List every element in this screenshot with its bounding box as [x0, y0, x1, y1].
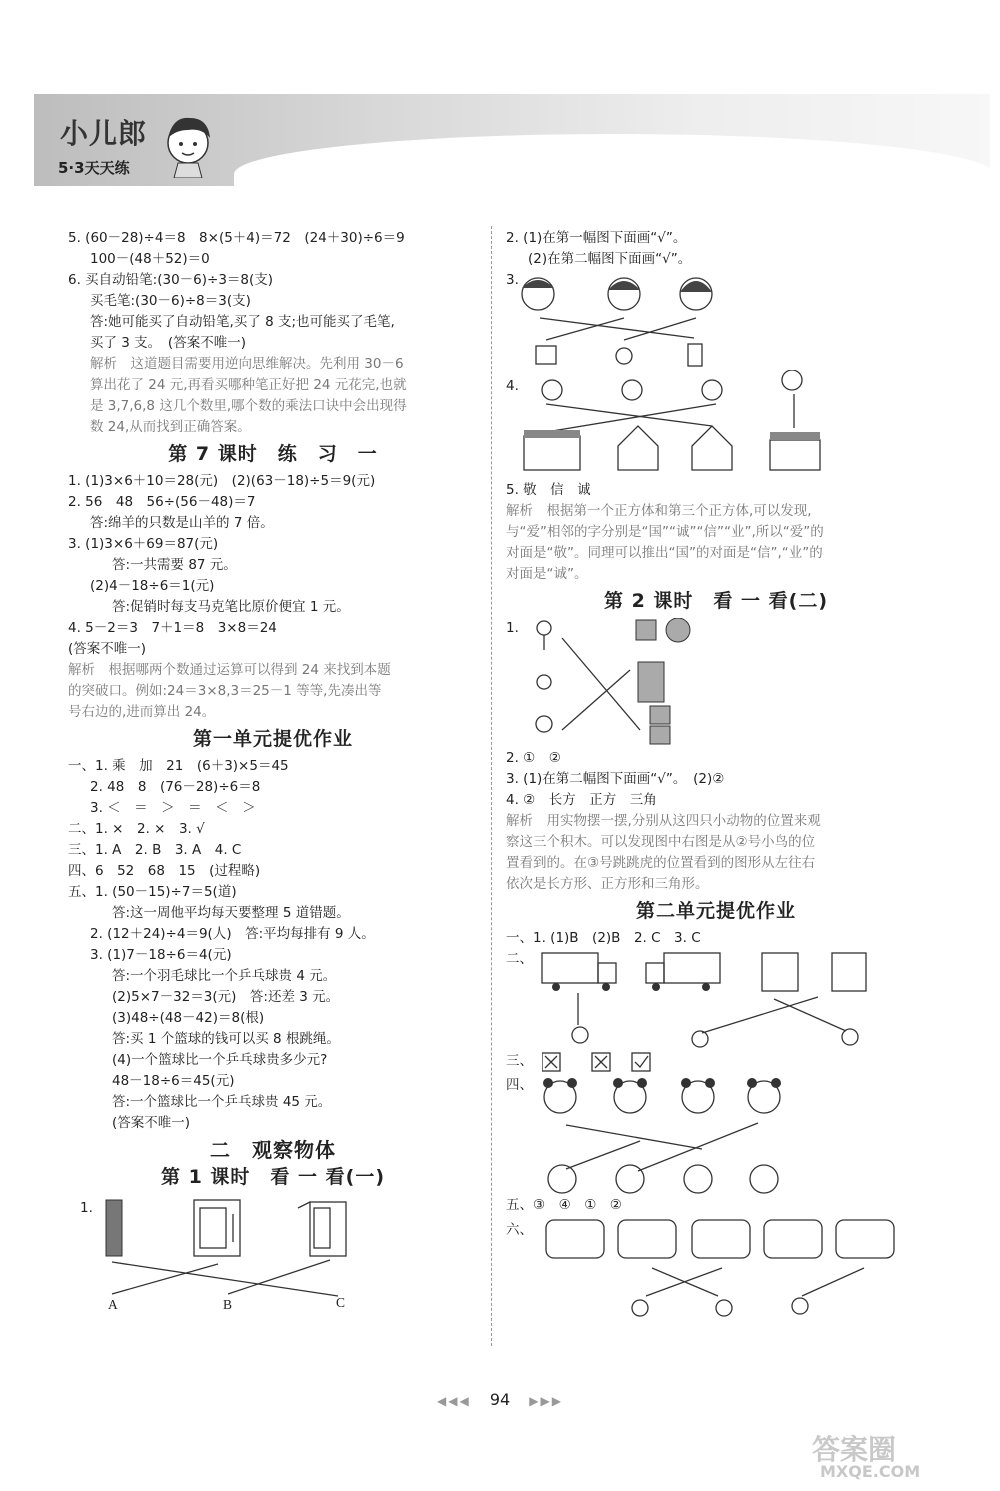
analysis-line: 号右边的,进而算出 24。 — [68, 704, 216, 720]
question-number: 1. — [506, 620, 519, 636]
figure-trucks — [506, 949, 926, 1049]
question-number: 二、 — [506, 951, 533, 967]
answer-line: 二、1. × 2. × 3. √ — [68, 821, 205, 837]
answer-line: 买毛笔:(30－6)÷8＝3(支) — [90, 293, 251, 309]
right-column — [506, 228, 926, 1326]
section-heading: 第 1 课时 看 一 看(一) — [160, 1166, 386, 1188]
answer-line: 答:一个羽毛球比一个乒乓球贵 4 元。 — [112, 968, 337, 984]
option-label: A — [108, 1297, 118, 1312]
answer-line: 答:买 1 个篮球的钱可以买 8 根跳绳。 — [112, 1031, 340, 1047]
fridge-views-diagram — [68, 1194, 478, 1314]
answer-line: 2. 48 8 (76－28)÷6＝8 — [90, 779, 261, 795]
section-heading: 第 7 课时 练 习 一 — [168, 443, 378, 465]
figure-pandas — [506, 1075, 926, 1195]
section-heading: 第一单元提优作业 — [192, 728, 353, 750]
analysis-line: 对面是“诚”。 — [506, 566, 588, 582]
faces-cups-diagram — [506, 270, 926, 370]
answer-line: 答:促销时每支马克笔比原价便宜 1 元。 — [112, 599, 350, 615]
answer-line: 4. ② 长方 正方 三角 — [506, 792, 657, 808]
answer-line: 3. (1)在第二幅图下面画“√”。 (2)② — [506, 771, 725, 787]
answer-line: 一、1. (1)B (2)B 2. C 3. C — [506, 930, 701, 946]
answer-line: 答:一个篮球比一个乒乓球贵 45 元。 — [112, 1094, 332, 1110]
analysis-line: 算出花了 24 元,再看买哪种笔正好把 24 元花完,也就 — [90, 377, 407, 393]
section-heading: 第 2 课时 看 一 看(二) — [603, 590, 829, 612]
answer-line: 四、6 52 68 15 (过程略) — [68, 863, 261, 879]
analysis-line: 察这三个积木。可以发现图中右图是从②号小鸟的位 — [506, 834, 816, 850]
figure-fridge-views — [68, 1194, 478, 1314]
answer-line: 5. 敬 信 诚 — [506, 482, 591, 498]
answer-line: 2. ① ② — [506, 750, 561, 766]
answer-line: 答:她可能买了自动铅笔,买了 8 支;也可能买了毛笔, — [90, 314, 395, 330]
watermark-url: MXQE.COM — [820, 1462, 921, 1481]
unit-heading: 二 观察物体 — [210, 1138, 336, 1162]
analysis-line: 解析 根据第一个正方体和第三个正方体,可以发现, — [506, 503, 812, 519]
analysis-line: 解析 这道题目需要用逆向思维解决。先利用 30－6 — [90, 356, 404, 372]
answer-line: 3. (1)3×6＋69＝87(元) — [68, 536, 219, 552]
answer-line: 五、③ ④ ① ② — [506, 1197, 622, 1213]
answer-line: 答:这一周他平均每天要整理 5 道错题。 — [112, 905, 350, 921]
trucks-diagram — [506, 949, 926, 1049]
page-footer — [0, 1390, 1000, 1409]
answer-line: (3)48÷(48－42)＝8(根) — [112, 1010, 265, 1026]
answer-line: 答:一共需要 87 元。 — [112, 557, 237, 573]
prev-arrows-icon: ◀◀◀ — [437, 1394, 471, 1408]
figure-toys — [506, 1216, 926, 1326]
section-heading: 第二单元提优作业 — [635, 900, 796, 922]
answer-line: 2. (12＋24)÷4＝9(人) 答:平均每排有 9 人。 — [90, 926, 375, 942]
figure-animals-blocks — [506, 618, 926, 748]
analysis-line: 数 24,从而找到正确答案。 — [90, 419, 251, 435]
answer-line: (4)一个篮球比一个乒乓球贵多少元? — [112, 1052, 328, 1068]
question-number: 六、 — [506, 1222, 533, 1238]
answer-line: 1. (1)3×6＋10＝28(元) (2)(63－18)÷5＝9(元) — [68, 473, 376, 489]
question-number: 4. — [506, 378, 519, 394]
analysis-line: 置看到的。在③号跳跳虎的位置看到的图形从左往右 — [506, 855, 816, 871]
answer-line: 答:绵羊的只数是山羊的 7 倍。 — [90, 515, 274, 531]
next-arrows-icon: ▶▶▶ — [529, 1394, 563, 1408]
analysis-line: 解析 用实物摆一摆,分别从这四只小动物的位置来观 — [506, 813, 821, 829]
animals-blocks-diagram — [506, 618, 926, 748]
analysis-line: 解析 根据哪两个数通过运算可以得到 24 来找到本题 — [68, 662, 391, 678]
column-divider — [491, 226, 492, 1346]
answer-line: 买了 3 支。 (答案不唯一) — [90, 335, 246, 351]
answer-line: (答案不唯一) — [112, 1115, 191, 1131]
figure-checkboxes — [506, 1049, 926, 1075]
check-answers — [542, 1051, 742, 1077]
answer-line: (答案不唯一) — [68, 641, 147, 657]
answer-line: 48－18÷6＝45(元) — [112, 1073, 235, 1089]
answer-line: (2)5×7－32＝3(元) 答:还差 3 元。 — [112, 989, 340, 1005]
answer-line: (2)4－18÷6＝1(元) — [90, 578, 215, 594]
question-number: 3. — [506, 272, 519, 288]
answer-line: 2. 56 48 56÷(56－48)＝7 — [68, 494, 256, 510]
answer-line: 三、1. A 2. B 3. A 4. C — [68, 842, 242, 858]
analysis-line: 对面是“敬”。同理可以推出“国”的对面是“信”,“业”的 — [506, 545, 823, 561]
question-number: 四、 — [506, 1077, 533, 1093]
question-number: 1. — [80, 1200, 93, 1216]
answer-line: 一、1. 乘 加 21 (6＋3)×5＝45 — [68, 758, 289, 774]
answer-line: 6. 买自动铅笔:(30－6)÷3＝8(支) — [68, 272, 274, 288]
answer-line: 4. 5－2＝3 7＋1＝8 3×8＝24 — [68, 620, 277, 636]
analysis-line: 的突破口。例如:24＝3×8,3＝25－1 等等,先凑出等 — [68, 683, 382, 699]
option-label: C — [336, 1295, 346, 1310]
analysis-line: 与“爱”相邻的字分别是“国”“诚”“信”“业”,所以“爱”的 — [506, 524, 824, 540]
left-column — [68, 228, 478, 1314]
toys-diagram — [506, 1216, 926, 1326]
figure-faces-cups — [506, 270, 926, 370]
watermark-logo: 答案圈 — [812, 1433, 897, 1466]
answer-line: (2)在第二幅图下面画“√”。 — [528, 251, 692, 267]
analysis-line: 是 3,7,6,8 这几个数里,哪个数的乘法口诀中会出现得 — [90, 398, 407, 414]
answer-line: 3. ＜ ＝ ＞ ＝ ＜ ＞ — [90, 800, 256, 816]
question-number: 三、 — [506, 1053, 533, 1069]
answer-line: 3. (1)7－18÷6＝4(元) — [90, 947, 232, 963]
answer-line: 5. (60－28)÷4＝8 8×(5＋4)＝72 (24＋30)÷6＝9 — [68, 230, 405, 246]
cartoon-boy-icon — [158, 108, 218, 178]
figure-cats-houses — [506, 370, 926, 480]
analysis-line: 依次是长方形、正方形和三角形。 — [506, 876, 709, 892]
cats-houses-diagram — [506, 370, 926, 480]
page-number: 94 — [489, 1390, 511, 1409]
pandas-diagram — [506, 1075, 926, 1195]
option-label: B — [223, 1297, 233, 1312]
answer-line: 100－(48＋52)＝0 — [90, 251, 210, 267]
answer-line: 五、1. (50－15)÷7＝5(道) — [68, 884, 237, 900]
answer-line: 2. (1)在第一幅图下面画“√”。 — [506, 230, 687, 246]
logo-subtitle: 5·3天天练 — [58, 159, 130, 177]
logo-title: 小儿郎 — [60, 117, 148, 150]
